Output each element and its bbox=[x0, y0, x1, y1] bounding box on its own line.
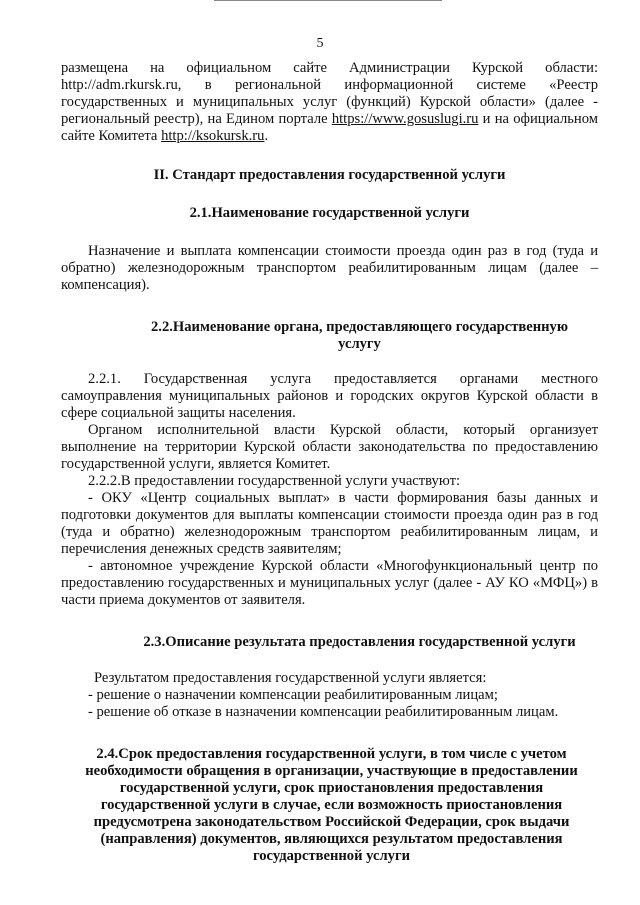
intro-paragraph bbox=[61, 60, 598, 145]
section-2-2-mfc-text: - автономное учреждение Курской области «Многофункциональный центр по предоставлению государственных и муниципальных услуг (далее - АУ КО «МФЦ») в части приема документов от заявителя. bbox=[61, 558, 598, 608]
intro-text-part1: размещена на официальном сайте Администрации Курской области: http://adm.rkursk.ru, в региональной информационной системе «Реестр государственных и муниципальных услуг (функций) Курской области» (далее - региональный реестр), на Едином портале bbox=[61, 60, 598, 127]
document-body bbox=[61, 60, 598, 865]
gosuslugi-link[interactable]: https://www.gosuslugi.ru bbox=[331, 111, 479, 127]
intro-text-part3: . bbox=[264, 128, 269, 144]
section-2-2-oku-text: - ОКУ «Центр социальных выплат» в части формирования базы данных и подготовки документов для выплаты компенсации стоимости проезда один раз в год (туда и обратно) железнодорожным транспортом реабилитированным лицам, и перечисления денежных средств заявителям; bbox=[61, 490, 598, 557]
section-2-3-item: - решение об отказе в назначении компенсации реабилитированным лицам. bbox=[88, 704, 559, 720]
intro-text-part2: и на официальном сайте Комитета bbox=[61, 111, 598, 144]
section-2-title: II. Стандарт предоставления государственной услуги bbox=[153, 167, 506, 183]
section-2-3-intro: Результатом предоставления государственной услуги является: bbox=[94, 670, 487, 686]
page-number: 5 bbox=[316, 36, 324, 51]
section-2-3-item: - решение о назначении компенсации реабилитированным лицам; bbox=[88, 687, 498, 703]
section-2-2-organ-text: Органом исполнительной власти Курской области, который организует выполнение на территории Курской области законодательства по предоставлению государственной услуги, является Комитет. bbox=[61, 422, 598, 472]
section-2-2-title: 2.2.Наименование органа, предоставляющего государственную услугу bbox=[151, 319, 568, 352]
section-2-3-title: 2.3.Описание результата предоставления государственной услуги bbox=[143, 634, 576, 650]
section-2-1-text: Назначение и выплата компенсации стоимости проезда один раз в год (туда и обратно) железнодорожным транспортом реабилитированным лицам (далее – компенсация). bbox=[61, 243, 598, 293]
section-2-1-title: 2.1.Наименование государственной услуги bbox=[189, 205, 470, 221]
section-2-4-title: 2.4.Срок предоставления государственной услуги, в том числе с учетом необходимости обращения в организации, участвующие в предоставлении государственной услуги, срок приостановления предоставления государственной услуги в случае, если возможность приостановления предусмотрена законодательством Российской Федерации, срок выдачи (направления) документов, являющихся результатом предоставления государственной услуги bbox=[85, 746, 578, 864]
section-2-2-1-text: 2.2.1. Государственная услуга предоставляется органами местного самоуправления муниципальных районов и городских округов Курской области в сфере социальной защиты населения. bbox=[61, 371, 598, 421]
top-divider bbox=[214, 0, 442, 2]
section-2-2-2-text: 2.2.2.В предоставлении государственной услуги участвуют: bbox=[88, 473, 460, 489]
ksokursk-link[interactable]: http://ksokursk.ru bbox=[161, 128, 265, 144]
